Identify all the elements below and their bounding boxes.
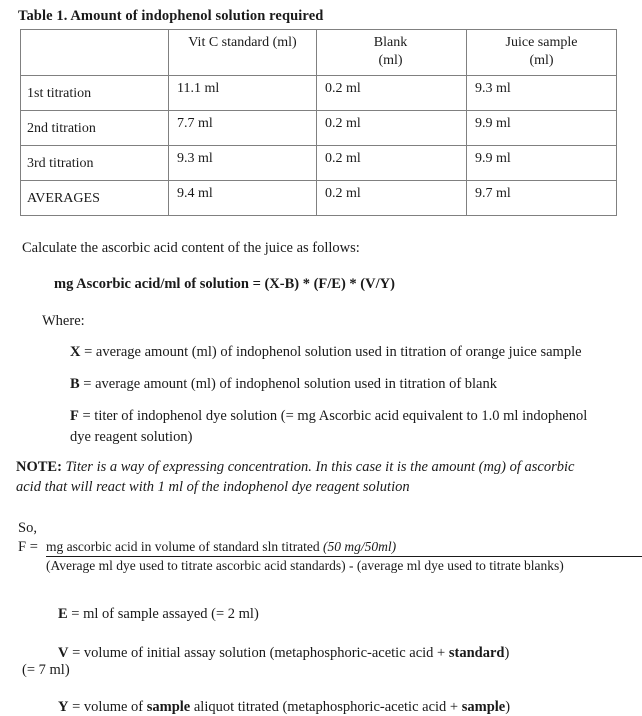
f-fraction <box>46 539 642 574</box>
symbol-v: V <box>58 644 69 661</box>
table-header-juice-line1: Juice sample <box>505 35 578 50</box>
table-row <box>21 76 617 111</box>
cell-blank: 0.2 ml <box>317 146 467 181</box>
cell-vitc: 9.3 ml <box>169 146 317 181</box>
f-equation <box>18 539 642 574</box>
table-header-juice-line2: (ml) <box>529 52 554 68</box>
definition-y-bold2: sample <box>461 698 506 715</box>
definition-v-bold: standard <box>448 644 505 661</box>
definition-y-bold1: sample <box>146 698 191 715</box>
definition-y-text-mid: aliquot titrated (metaphosphoric-acetic acid + <box>190 698 462 715</box>
cell-blank: 0.2 ml <box>317 76 467 111</box>
f-numerator-main: mg ascorbic acid in volume of standard sln titrated <box>46 538 324 554</box>
indophenol-table <box>20 29 617 216</box>
note-label: NOTE: <box>16 458 62 475</box>
definition-y-text-post: ) <box>505 698 511 715</box>
note-text-line2: acid that will react with 1 ml of the indophenol dye reagent solution <box>16 479 410 496</box>
f-numerator-italic: (50 mg/50ml) <box>323 538 397 554</box>
row-label-averages: AVERAGES <box>21 181 169 216</box>
f-denominator: (Average ml dye used to titrate ascorbic acid standards) - (average ml dye used to titrate blanks) <box>46 557 564 573</box>
symbol-y: Y <box>58 698 69 715</box>
main-formula: mg Ascorbic acid/ml of solution = (X-B) * (F/E) * (V/Y) <box>54 275 395 292</box>
cell-juice: 9.3 ml <box>467 76 617 111</box>
definition-v-continued: (= 7 ml) <box>22 661 70 678</box>
symbol-e: E <box>58 605 68 622</box>
cell-vitc: 9.4 ml <box>169 181 317 216</box>
definition-x <box>70 342 642 362</box>
table-header-juice <box>467 30 617 76</box>
definition-b-text: = average amount (ml) of indophenol solution used in titration of blank <box>79 376 497 393</box>
definition-v-text-pre: = volume of initial assay solution (metaphosphoric-acetic acid + <box>68 644 449 661</box>
symbol-b: B <box>70 376 80 393</box>
row-label: 2nd titration <box>21 111 169 146</box>
table-header-blank <box>317 30 467 76</box>
table-caption: Table 1. Amount of indophenol solution required <box>18 8 324 24</box>
note-text-line1: Titer is a way of expressing concentration. In this case it is the amount (mg) of ascorbic <box>61 458 575 475</box>
definition-e <box>58 606 642 623</box>
table-header-corner <box>21 30 169 76</box>
symbol-f: F <box>70 408 79 425</box>
definition-f <box>70 406 642 426</box>
table-header-blank-line2: (ml) <box>378 52 403 68</box>
cell-vitc: 7.7 ml <box>169 111 317 146</box>
cell-juice: 9.9 ml <box>467 146 617 181</box>
cell-blank: 0.2 ml <box>317 181 467 216</box>
row-label: 3rd titration <box>21 146 169 181</box>
definition-f-continued: dye reagent solution) <box>70 428 193 445</box>
row-label: 1st titration <box>21 76 169 111</box>
cell-vitc: 11.1 ml <box>169 76 317 111</box>
table-header-vitc: Vit C standard (ml) <box>169 30 317 76</box>
cell-juice: 9.7 ml <box>467 181 617 216</box>
so-label: So, <box>18 519 37 536</box>
definition-v-text-post: ) <box>504 644 510 661</box>
calculation-intro: Calculate the ascorbic acid content of the juice as follows: <box>22 240 360 256</box>
f-numerator <box>46 539 642 557</box>
table-row <box>21 181 617 216</box>
table-row <box>21 111 617 146</box>
definition-b <box>70 374 642 394</box>
definition-v <box>58 645 642 662</box>
cell-juice: 9.9 ml <box>467 111 617 146</box>
symbol-x: X <box>70 343 81 360</box>
definition-e-text: = ml of sample assayed (= 2 ml) <box>67 605 259 622</box>
where-label: Where: <box>42 312 85 329</box>
definition-y-text-pre: = volume of <box>68 698 147 715</box>
table-header-row <box>21 30 617 76</box>
f-label: F = <box>18 538 38 555</box>
table-header-blank-line1: Blank <box>373 35 408 50</box>
definition-f-text: = titer of indophenol dye solution (= mg Ascorbic acid equivalent to 1.0 ml indophenol <box>78 408 588 425</box>
definition-y <box>58 699 642 716</box>
table-row <box>21 146 617 181</box>
note-block <box>16 457 642 498</box>
cell-blank: 0.2 ml <box>317 111 467 146</box>
definition-x-text: = average amount (ml) of indophenol solution used in titration of orange juice sample <box>80 343 582 360</box>
